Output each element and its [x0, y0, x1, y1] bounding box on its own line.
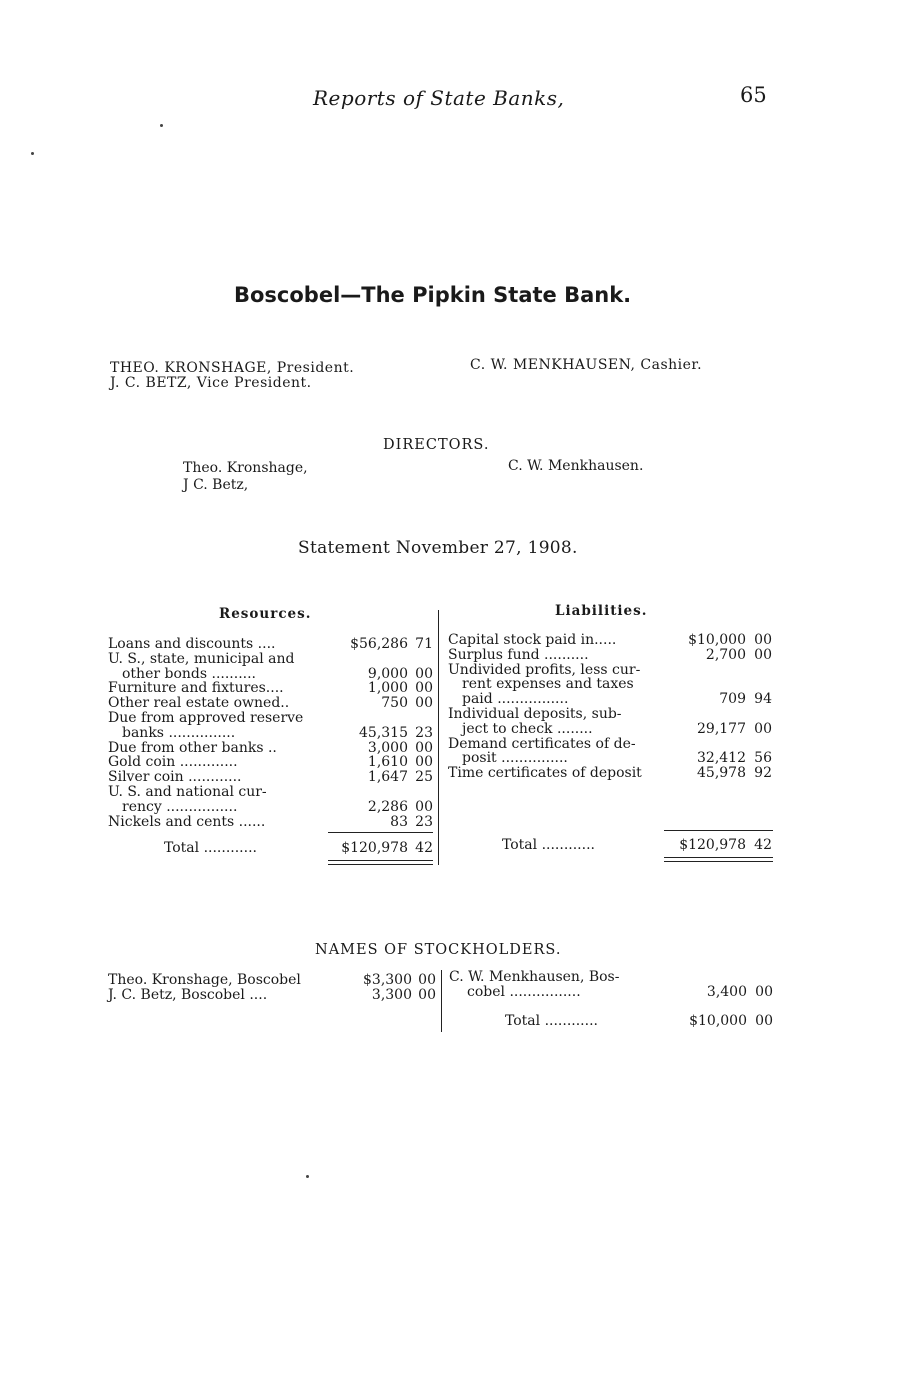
liability-label: Time certificates of deposit — [448, 765, 642, 782]
resource-cents: 00 — [415, 798, 433, 815]
liability-dollars: 2,700 — [705, 646, 746, 663]
resource-cents: 71 — [415, 636, 433, 652]
resource-dollars: 1,610 — [367, 754, 408, 771]
resource-row — [108, 800, 436, 815]
stockholders-heading: NAMES OF STOCKHOLDERS. — [315, 942, 562, 958]
liability-dollars: $10,000 — [688, 632, 746, 648]
resource-label: U. S., state, municipal and — [108, 650, 295, 667]
resource-cents: 00 — [415, 739, 433, 756]
stockholder-dollars-2: 3,300 — [371, 987, 412, 1003]
resource-label: Other real estate owned.. — [108, 695, 290, 712]
liability-row — [448, 633, 774, 648]
stockholders-total-label: Total ............ — [505, 1013, 598, 1029]
stockholder-name-3a: C. W. Menkhausen, Bos- — [449, 969, 620, 985]
liability-row — [448, 737, 774, 752]
liability-label: Surplus fund .......... — [448, 646, 589, 663]
resource-label: Silver coin ............ — [108, 769, 242, 786]
liability-label: Demand certificates of de- — [448, 735, 636, 752]
resource-dollars: 1,647 — [367, 769, 408, 786]
running-title: Reports of State Banks, — [313, 86, 565, 110]
resource-label: Loans and discounts .... — [108, 636, 276, 652]
statement-heading: Statement November 27, 1908. — [298, 538, 578, 558]
liability-cents: 00 — [754, 720, 772, 737]
liabilities-double-rule-1 — [664, 857, 773, 858]
liability-row — [448, 677, 774, 692]
resource-dollars: 2,286 — [367, 798, 408, 815]
resource-row — [108, 755, 436, 770]
liability-label: Capital stock paid in..... — [448, 632, 617, 648]
liability-dollars: 45,978 — [697, 765, 746, 782]
resource-cents: 23 — [415, 813, 433, 830]
stockholder-name-2: J. C. Betz, Boscobel .... — [108, 987, 268, 1003]
resource-cents: 25 — [415, 769, 433, 786]
liability-label: Individual deposits, sub- — [448, 706, 622, 722]
stockholder-cents-2: 00 — [418, 987, 436, 1003]
stockholder-dollars-1: $3,300 — [363, 972, 412, 988]
resource-dollars: $56,286 — [350, 636, 408, 652]
resource-label: other bonds .......... — [122, 665, 257, 682]
liability-label: paid ................ — [462, 691, 569, 708]
stockholders-total-row — [467, 1014, 773, 1030]
liability-dollars: 29,177 — [697, 720, 746, 737]
resource-row — [108, 667, 436, 682]
scan-speck — [160, 124, 163, 127]
bank-title: Boscobel—The Pipkin State Bank. — [234, 283, 632, 307]
stockholders-total-cents: 00 — [755, 1013, 773, 1029]
director-3: C. W. Menkhausen. — [508, 458, 644, 474]
resource-row — [108, 770, 436, 785]
liabilities-total-cents: 42 — [754, 837, 772, 853]
liabilities-heading: Liabilities. — [555, 603, 648, 619]
liabilities-sum-rule — [664, 830, 773, 831]
resource-dollars: 83 — [390, 813, 408, 830]
resource-cents: 00 — [415, 695, 433, 712]
directors-heading: DIRECTORS. — [383, 437, 490, 453]
resource-dollars: 9,000 — [367, 665, 408, 682]
liability-dollars: 709 — [719, 691, 746, 708]
resources-heading: Resources. — [219, 606, 312, 622]
resource-row — [108, 711, 436, 726]
stockholders-divider — [441, 970, 442, 1032]
resource-row — [108, 741, 436, 756]
resources-double-rule-2 — [328, 864, 433, 865]
liabilities-total-dollars: $120,978 — [679, 837, 746, 853]
resource-row — [108, 637, 436, 652]
liability-row — [448, 663, 774, 678]
liability-cents: 00 — [754, 632, 772, 648]
liability-cents: 94 — [754, 691, 772, 708]
resources-total-cents: 42 — [415, 840, 433, 856]
resource-cents: 00 — [415, 665, 433, 682]
resource-cents: 00 — [415, 754, 433, 771]
stockholder-cents-1: 00 — [418, 972, 436, 988]
stockholder-cents-3: 00 — [755, 984, 773, 1000]
resource-label: Due from approved reserve — [108, 710, 304, 726]
resource-label: U. S. and national cur- — [108, 784, 267, 800]
liability-label: rent expenses and taxes — [462, 676, 634, 693]
resource-label: Due from other banks .. — [108, 739, 277, 756]
liability-dollars: 32,412 — [697, 750, 746, 767]
resource-row — [108, 785, 436, 800]
scan-speck — [306, 1175, 309, 1178]
liability-row — [448, 722, 774, 737]
resource-row — [108, 652, 436, 667]
stockholder-row-3 — [467, 985, 773, 1001]
officer-president: THEO. KRONSHAGE, President. — [110, 360, 355, 376]
resource-label: Nickels and cents ...... — [108, 813, 266, 830]
resource-dollars: 750 — [381, 695, 408, 712]
resource-row — [108, 681, 436, 696]
resource-row — [108, 726, 436, 741]
resources-sum-rule — [328, 832, 433, 833]
page-number: 65 — [740, 83, 767, 107]
liability-row — [448, 751, 774, 766]
resources-double-rule-1 — [328, 860, 433, 861]
liability-cents: 56 — [754, 750, 772, 767]
scan-speck — [31, 152, 34, 155]
director-2: J C. Betz, — [183, 477, 249, 493]
liability-row — [448, 707, 774, 722]
liability-cents: 92 — [754, 765, 772, 782]
liability-row — [448, 648, 774, 663]
liability-row — [448, 692, 774, 707]
resource-label: banks ............... — [122, 724, 236, 741]
resource-dollars: 1,000 — [367, 680, 408, 697]
stockholder-name-3-cont: cobel ................ — [467, 984, 581, 1000]
resources-total-dollars: $120,978 — [341, 840, 408, 856]
liability-cents: 00 — [754, 646, 772, 663]
stockholder-dollars-3: 3,400 — [706, 984, 747, 1000]
officer-cashier: C. W. MENKHAUSEN, Cashier. — [470, 357, 703, 373]
resource-label: Furniture and fixtures.... — [108, 680, 284, 697]
stockholders-total-dollars: $10,000 — [689, 1013, 747, 1029]
liability-row — [448, 766, 774, 781]
liability-label: ject to check ........ — [462, 720, 593, 737]
column-divider — [438, 610, 439, 865]
resource-label: rency ................ — [122, 798, 238, 815]
liability-label: posit ............... — [462, 750, 568, 767]
resource-cents: 00 — [415, 680, 433, 697]
director-1: Theo. Kronshage, — [183, 460, 308, 476]
resource-dollars: 45,315 — [359, 724, 408, 741]
liabilities-total-label: Total ............ — [502, 837, 595, 853]
resource-row — [108, 696, 436, 711]
liabilities-double-rule-2 — [664, 861, 773, 862]
officer-vice-president: J. C. BETZ, Vice President. — [110, 375, 312, 391]
resource-label: Gold coin ............. — [108, 754, 238, 771]
resource-dollars: 3,000 — [367, 739, 408, 756]
resources-total-label: Total ............ — [164, 840, 257, 856]
stockholder-name-1: Theo. Kronshage, Boscobel — [108, 972, 301, 988]
resource-cents: 23 — [415, 724, 433, 741]
resource-row — [108, 815, 436, 830]
liability-label: Undivided profits, less cur- — [448, 661, 641, 678]
